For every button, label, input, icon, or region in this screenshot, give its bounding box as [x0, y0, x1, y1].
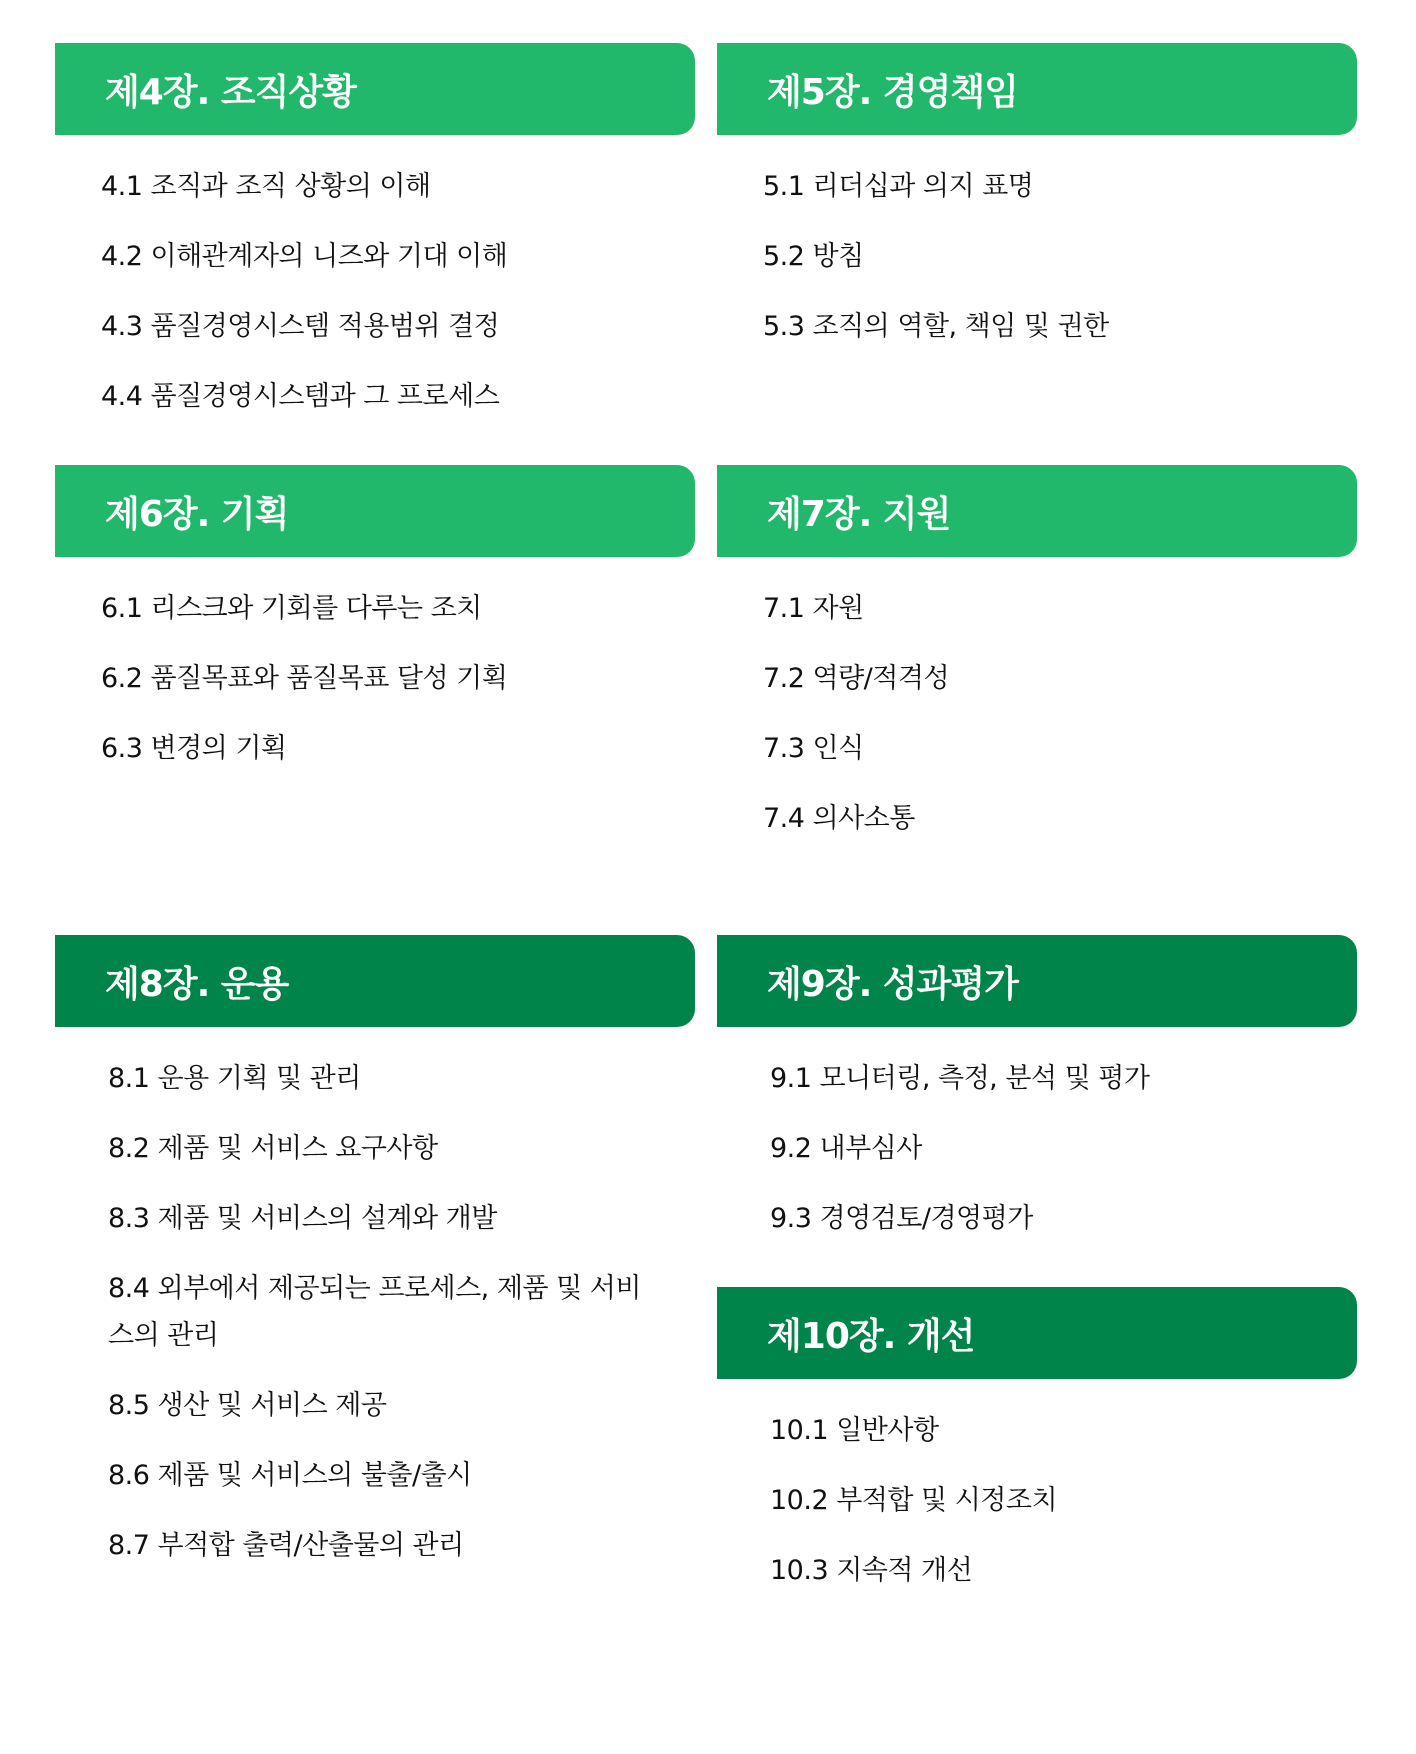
list-item: 8.1 운용 기획 및 관리	[108, 1063, 361, 1094]
chapter-5-section	[717, 43, 1357, 373]
chapter-4-list	[55, 135, 695, 420]
chapter-5-header: 제5장. 경영책임	[717, 43, 1357, 135]
chapter-7-section	[717, 465, 1357, 865]
list-item: 8.7 부적합 출력/산출물의 관리	[108, 1530, 464, 1561]
list-item: 5.1 리더십과 의지 표명	[763, 171, 1034, 202]
list-item: 4.2 이해관계자의 니즈와 기대 이해	[101, 241, 508, 272]
list-item: 6.3 변경의 기획	[101, 733, 287, 764]
chapter-10-list	[717, 1379, 1357, 1594]
list-item: 8.3 제품 및 서비스의 설계와 개발	[108, 1203, 497, 1234]
list-item: 7.1 자원	[763, 593, 864, 624]
list-item: 6.1 리스크와 기회를 다루는 조치	[101, 593, 482, 624]
list-item: 8.6 제품 및 서비스의 불출/출시	[108, 1460, 472, 1491]
chapter-9-list	[717, 1027, 1357, 1242]
chapter-5-list	[717, 135, 1357, 350]
chapter-8-list	[55, 1027, 695, 1569]
chapter-7-list	[717, 557, 1357, 842]
list-item: 4.3 품질경영시스템 적용범위 결정	[101, 311, 500, 342]
chapter-6-header: 제6장. 기획	[55, 465, 695, 557]
chapter-8-section	[55, 935, 695, 1592]
list-item: 4.1 조직과 조직 상황의 이해	[101, 171, 431, 202]
list-item: 7.2 역량/적격성	[763, 663, 950, 694]
list-item: 9.2 내부심사	[770, 1133, 922, 1164]
list-item: 8.2 제품 및 서비스 요구사항	[108, 1133, 438, 1164]
chapter-4-header: 제4장. 조직상황	[55, 43, 695, 135]
chapter-10-section	[717, 1287, 1357, 1617]
list-item: 7.3 인식	[763, 733, 864, 764]
list-item: 7.4 의사소통	[763, 803, 915, 834]
list-item: 6.2 품질목표와 품질목표 달성 기획	[101, 663, 508, 694]
list-item: 5.2 방침	[763, 241, 864, 272]
list-item: 10.3 지속적 개선	[770, 1555, 973, 1586]
chapter-9-header: 제9장. 성과평가	[717, 935, 1357, 1027]
list-item: 8.5 생산 및 서비스 제공	[108, 1390, 387, 1421]
chapter-7-header: 제7장. 지원	[717, 465, 1357, 557]
list-item: 10.1 일반사항	[770, 1415, 939, 1446]
chapter-10-header: 제10장. 개선	[717, 1287, 1357, 1379]
list-item: 4.4 품질경영시스템과 그 프로세스	[101, 381, 500, 412]
list-item: 9.3 경영검토/경영평가	[770, 1203, 1033, 1234]
chapter-6-list	[55, 557, 695, 772]
list-item: 10.2 부적합 및 시정조치	[770, 1485, 1058, 1516]
list-item: 5.3 조직의 역할, 책임 및 권한	[763, 311, 1109, 342]
chapter-4-section	[55, 43, 695, 443]
chapter-8-header: 제8장. 운용	[55, 935, 695, 1027]
chapter-9-section	[717, 935, 1357, 1265]
chapter-6-section	[55, 465, 695, 795]
list-item: 9.1 모니터링, 측정, 분석 및 평가	[770, 1063, 1150, 1094]
list-item: 8.4 외부에서 제공되는 프로세스, 제품 및 서비스의 관리	[108, 1273, 641, 1351]
